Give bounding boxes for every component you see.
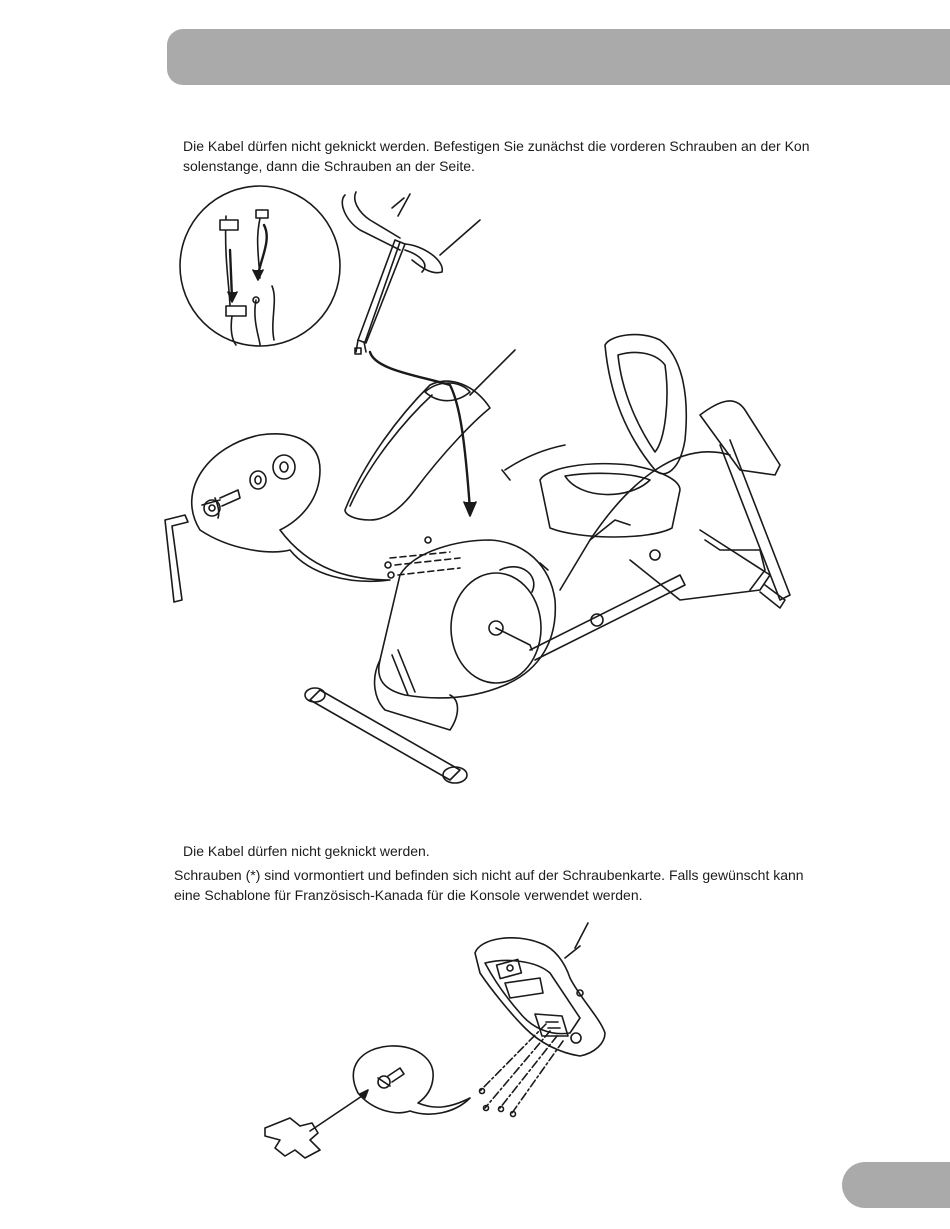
bike-assembly-illustration — [160, 180, 950, 800]
recumbent-bike-frame — [305, 335, 790, 783]
step-a-instruction — [183, 136, 810, 176]
console-back — [475, 923, 605, 1056]
step-b-note: Die Kabel dürfen nicht geknickt werden. — [183, 843, 430, 859]
cable-detail-callout — [180, 186, 340, 346]
console-mast — [342, 192, 480, 354]
step-b-line-2: eine Schablone für Französisch-Kanada für die Konsole verwendet werden. — [174, 887, 643, 903]
console-mounting-illustration — [250, 918, 630, 1168]
template-and-screwdriver — [265, 1090, 368, 1158]
step-a-line-2: solenstange, dann die Schrauben an der Seite. — [183, 158, 475, 174]
step-a-line-1: Die Kabel dürfen nicht geknickt werden. Befestigen Sie zunächst die vorderen Schrauben an der Kon — [183, 138, 810, 154]
page-tab — [842, 1162, 950, 1208]
step-b-line-1: Schrauben (*) sind vormontiert und befinden sich nicht auf der Schraubenkarte. Falls gewünscht kann — [174, 867, 804, 883]
header-bar — [167, 29, 950, 85]
step-b-instruction — [174, 865, 804, 905]
console-cover — [345, 350, 515, 520]
screw-detail-callout — [353, 1046, 470, 1114]
